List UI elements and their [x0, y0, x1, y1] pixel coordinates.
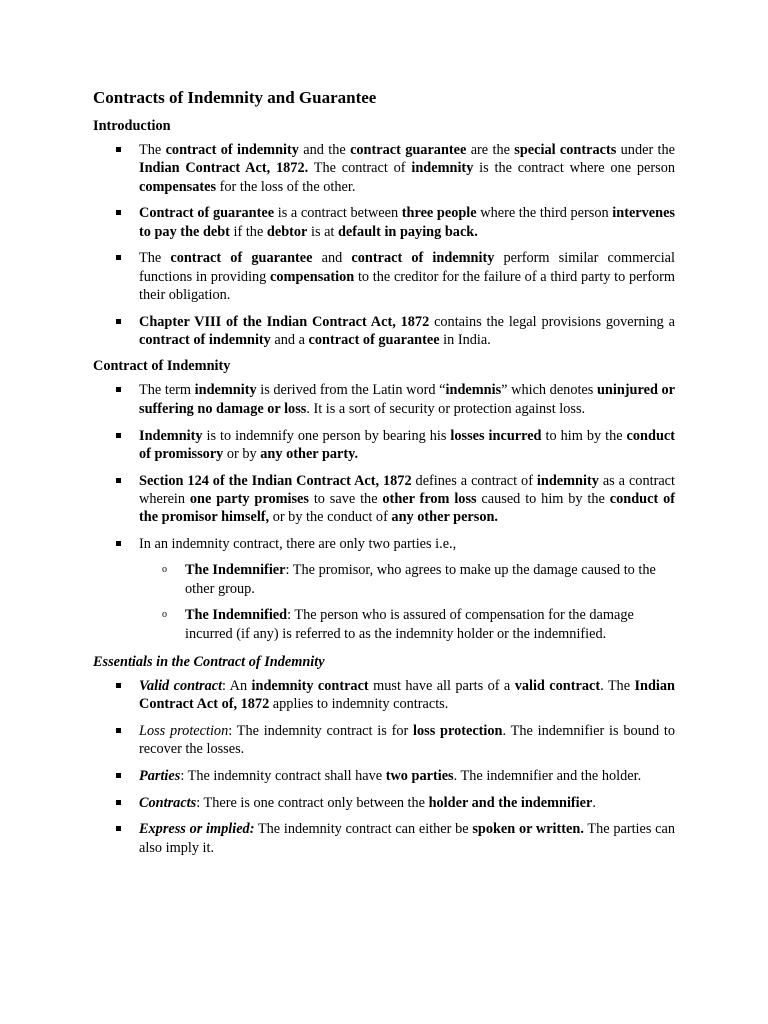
text-run: The Indemnified	[185, 607, 288, 624]
text-run: Express or implied:	[139, 821, 255, 838]
text-run: indemnity	[411, 160, 474, 177]
text-run: intervenes to pay the debt	[139, 205, 675, 240]
text-run: other from loss	[382, 490, 477, 507]
text-run: in India.	[439, 332, 491, 349]
text-run: is the contract where one person	[473, 160, 675, 177]
text-run: : The indemnity contract shall have	[180, 767, 386, 784]
text-run: is a contract between	[274, 205, 402, 222]
square-bullet-icon	[116, 773, 121, 778]
square-bullet-icon	[116, 210, 121, 215]
text-run: contract of indemnity	[351, 250, 495, 267]
text-run: compensation	[270, 268, 355, 285]
square-bullet-icon	[116, 255, 121, 260]
square-bullet-icon	[116, 728, 121, 733]
text-run: uninjured or suffering no damage or loss	[139, 382, 676, 417]
text-run: and	[312, 250, 352, 267]
text-run: contract of indemnity	[139, 332, 271, 349]
text-run: Section 124 of the Indian Contract Act, 1872	[139, 472, 412, 489]
text-run: : The person who is assured of compensation for the damage incurred (if any) is referred to as the indemnity holder or the indemnified.	[185, 607, 634, 642]
text-run: or by	[223, 445, 261, 462]
list-item	[93, 820, 675, 857]
text-run: conduct of promissory	[139, 427, 676, 462]
text-run: loss protection	[413, 722, 503, 739]
square-bullet-icon	[116, 800, 121, 805]
text-run: . The indemnifier and the holder.	[453, 767, 642, 784]
text-run: two parties	[385, 767, 454, 784]
text-run: . The	[600, 677, 635, 694]
text-run: indemnity	[536, 472, 599, 489]
square-bullet-icon	[116, 541, 121, 546]
text-run: contract guarantee	[350, 142, 467, 158]
text-run: default in paying back.	[337, 223, 478, 240]
list-item	[93, 722, 675, 759]
section-heading-introduction: Introduction	[93, 118, 171, 134]
text-run: ” which denotes	[501, 382, 597, 399]
text-run: . The indemnifier is bound to recover the losses.	[139, 722, 675, 757]
text-run: any other party.	[260, 445, 359, 462]
text-run: . It is a sort of security or protection against loss.	[306, 400, 586, 417]
text-run: applies to indemnity contracts.	[269, 695, 449, 712]
text-run: Indemnity	[139, 427, 203, 444]
text-run: Indian Contract Act, 1872.	[139, 160, 309, 177]
square-bullet-icon	[116, 478, 121, 483]
text-run: : The indemnity contract is for	[228, 722, 414, 739]
list-item	[93, 535, 675, 643]
list-item	[93, 767, 675, 785]
sub-list-item	[139, 606, 675, 643]
square-bullet-icon	[116, 147, 121, 152]
text-run: The	[139, 142, 166, 158]
document-title: Contracts of Indemnity and Guarantee	[93, 88, 377, 107]
contract-of-indemnity-list	[93, 381, 675, 643]
text-run: perform similar commercial functions in providing	[139, 250, 676, 285]
text-run: are the	[466, 142, 515, 158]
text-run: Loss protection	[139, 722, 229, 739]
text-run: indemnis	[445, 382, 502, 399]
text-run: The contract of	[308, 160, 412, 177]
text-run: : There is one contract only between the	[196, 794, 429, 811]
text-run: .	[592, 794, 596, 811]
text-run: compensates	[139, 178, 217, 195]
section-heading-contract-of-indemnity: Contract of Indemnity	[93, 358, 231, 375]
text-run: indemnity	[194, 382, 257, 399]
text-run: contract of indemnity	[165, 142, 299, 158]
text-run: and a	[270, 332, 309, 349]
text-run: defines a contract of	[411, 472, 537, 489]
text-run: The term	[139, 382, 195, 399]
text-run: : The promisor, who agrees to make up the damage caused to the other group.	[185, 562, 656, 597]
essentials-list	[93, 677, 675, 857]
text-run: to save the	[308, 490, 383, 507]
list-item	[93, 677, 675, 714]
text-run: is at	[307, 223, 338, 240]
square-bullet-icon	[116, 683, 121, 688]
text-run: Contracts	[139, 794, 197, 811]
text-run: Indian Contract Act of, 1872	[139, 677, 675, 712]
square-bullet-icon	[116, 826, 121, 831]
text-run: valid contract	[514, 677, 601, 694]
list-item	[93, 472, 675, 527]
text-run: or by the conduct of	[269, 509, 392, 526]
introduction-list	[93, 141, 675, 349]
text-run: The Indemnifier	[185, 562, 286, 579]
text-run: three people	[401, 205, 477, 222]
list-item	[93, 141, 675, 196]
sub-list-item	[139, 561, 675, 598]
text-run: conduct of the promisor himself,	[139, 490, 675, 526]
text-run: is to indemnify one person by bearing his	[202, 427, 451, 444]
text-run: one party promises	[189, 490, 309, 507]
circle-bullet-icon: o	[162, 609, 167, 621]
text-run: to the creditor for the failure of a third party to perform their obligation.	[139, 268, 675, 304]
text-run: is derived from the Latin word “	[256, 382, 446, 399]
list-item	[93, 204, 675, 241]
text-run: Chapter VIII of the Indian Contract Act, 1872	[139, 313, 430, 330]
square-bullet-icon	[116, 433, 121, 438]
text-run: if the	[229, 223, 267, 240]
document-content	[93, 86, 675, 865]
text-run: In an indemnity contract, there are only two parties i.e.,	[139, 536, 457, 553]
text-run: The	[139, 250, 171, 267]
text-run: must have all parts of a	[368, 677, 515, 694]
circle-bullet-icon: o	[162, 564, 167, 576]
square-bullet-icon	[116, 319, 121, 324]
text-run: indemnity contract	[251, 677, 369, 694]
text-run: for the loss of the other.	[216, 178, 356, 195]
list-item	[93, 427, 675, 464]
text-run: contract of guarantee	[170, 250, 313, 267]
square-bullet-icon	[116, 387, 121, 392]
section-heading-essentials: Essentials in the Contract of Indemnity	[93, 653, 325, 670]
list-item	[93, 381, 675, 418]
text-run: under the	[616, 142, 676, 158]
text-run: The indemnity contract can either be	[254, 821, 473, 838]
text-run: : An	[222, 677, 252, 694]
text-run: caused to him by the	[476, 490, 610, 507]
text-run: The parties can also imply it.	[139, 821, 675, 856]
list-item	[93, 313, 675, 350]
text-run: and the	[298, 142, 351, 158]
text-run: holder and the indemnifier	[428, 794, 593, 811]
text-run: Valid contract	[139, 677, 223, 694]
text-run: as a contract wherein	[139, 472, 675, 507]
list-item	[93, 794, 675, 812]
text-run: special contracts	[514, 142, 617, 158]
text-run: Parties	[139, 767, 181, 784]
text-run: losses incurred	[450, 427, 542, 444]
parties-sub-list	[139, 561, 675, 643]
text-run: contains the legal provisions governing a	[429, 313, 675, 330]
text-run: to him by the	[541, 427, 627, 444]
text-run: spoken or written.	[472, 821, 584, 838]
text-run: Contract of guarantee	[139, 205, 275, 222]
text-run: contract of guarantee	[308, 332, 440, 349]
text-run: any other person.	[391, 509, 498, 526]
text-run: where the third person	[476, 205, 613, 222]
list-item	[93, 249, 675, 304]
text-run: debtor	[266, 223, 308, 240]
